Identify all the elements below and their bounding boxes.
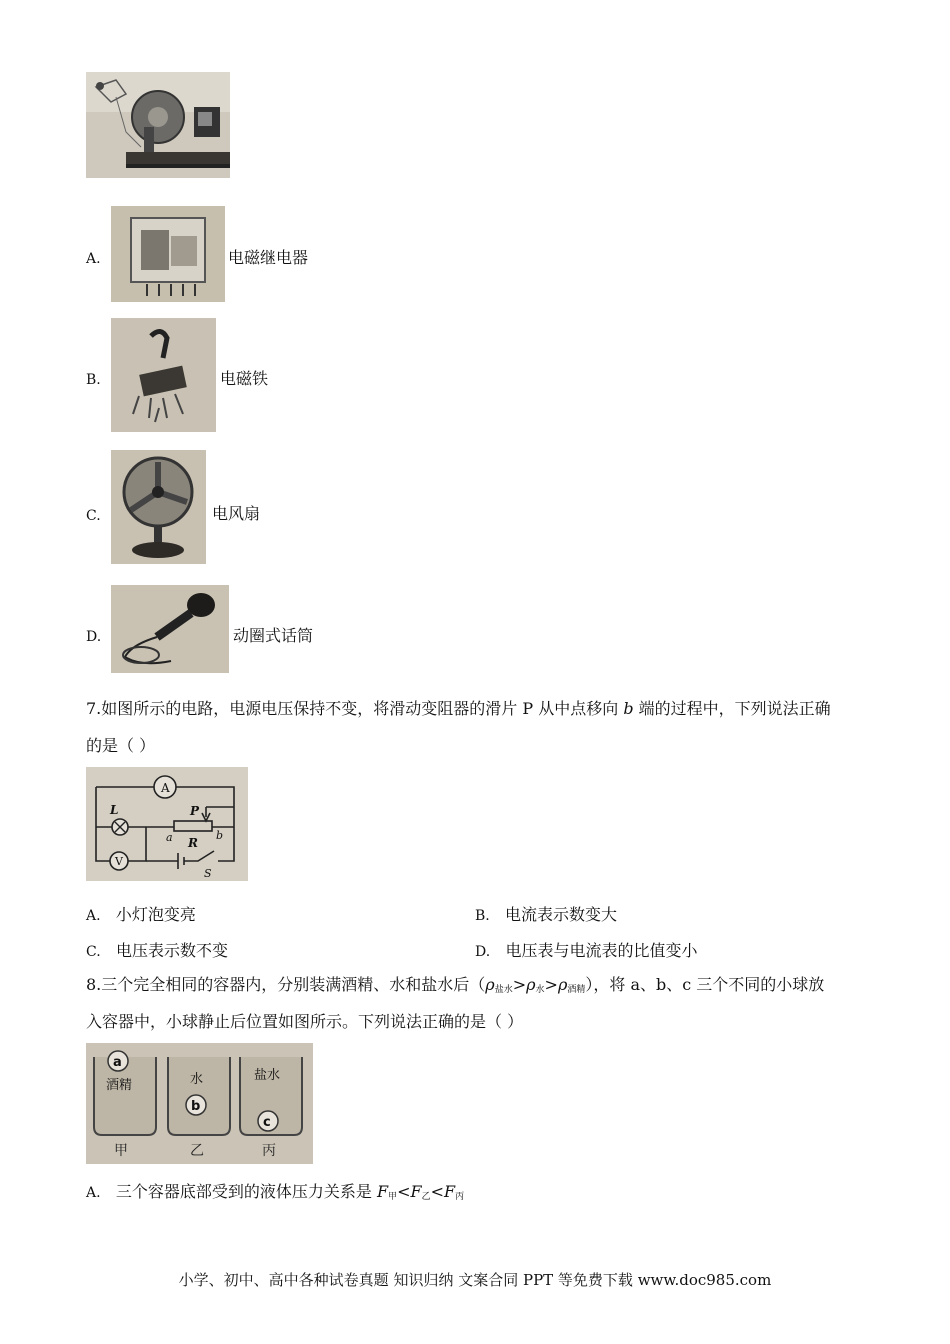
q8-rho-3: ρ bbox=[557, 975, 568, 994]
relay-photo bbox=[111, 206, 225, 302]
q7-option-a-letter: A. bbox=[86, 908, 101, 924]
circuit-label-lamp: L bbox=[110, 803, 119, 817]
q8-rho-1: ρ bbox=[485, 975, 495, 994]
q7-option-d-letter: D. bbox=[475, 944, 491, 960]
question-8-stem-line1 bbox=[86, 973, 824, 1002]
question-8-option-a bbox=[86, 1180, 464, 1209]
q8-sub-salt: 盐水 bbox=[494, 985, 513, 995]
electric-fan-photo bbox=[111, 450, 206, 564]
question-7-stem-part2: 端的过程中，下列说法正确 bbox=[638, 699, 831, 718]
circuit-diagram-photo bbox=[86, 767, 248, 881]
option-c-text: 电风扇 bbox=[212, 504, 261, 523]
question-7-option-a bbox=[86, 903, 196, 928]
q7-option-b-letter: B. bbox=[475, 908, 490, 924]
three-containers-photo bbox=[86, 1043, 313, 1164]
q8-lt-1: < bbox=[397, 1182, 411, 1201]
q8-stem-part2: ），将 a、b、c 三个不同的小球放 bbox=[585, 975, 825, 994]
question-7-option-b bbox=[475, 903, 617, 928]
liquid-alcohol-label: 酒精 bbox=[106, 1078, 133, 1093]
q8-option-a-letter: A. bbox=[86, 1185, 101, 1201]
q8-sub-water: 水 bbox=[535, 985, 545, 995]
q8-f-2: F bbox=[410, 1182, 422, 1201]
container-bing-label: 丙 bbox=[262, 1143, 276, 1159]
option-c-letter: C. bbox=[86, 508, 101, 524]
q8-stem-part1: 8.三个完全相同的容器内，分别装满酒精、水和盐水后（ bbox=[86, 975, 486, 994]
q8-option-a-text: 三个容器底部受到的液体压力关系是 bbox=[115, 1182, 372, 1201]
question-7-option-d bbox=[475, 939, 697, 964]
container-yi-label: 乙 bbox=[190, 1143, 204, 1159]
liquid-water-label: 水 bbox=[190, 1072, 204, 1087]
circuit-label-switch: S bbox=[204, 867, 212, 880]
q8-lt-2: < bbox=[430, 1182, 444, 1201]
q7-option-c-letter: C. bbox=[86, 944, 101, 960]
electromagnet-photo bbox=[111, 318, 216, 432]
q8-rho-2: ρ bbox=[526, 975, 536, 994]
q7-option-d-text: 电压表与电流表的比值变小 bbox=[505, 941, 698, 960]
q7-option-b-text: 电流表示数变大 bbox=[505, 905, 618, 924]
q7-option-a-text: 小灯泡变亮 bbox=[115, 905, 196, 924]
option-a-letter: A. bbox=[86, 251, 101, 267]
question-7-stem-part1: 7.如图所示的电路，电源电压保持不变，将滑动变阻器的滑片 P 从中点移向 bbox=[86, 699, 619, 718]
motor-apparatus-photo bbox=[86, 72, 230, 178]
question-7-stem-line2: 的是（ ） bbox=[86, 736, 156, 755]
circuit-label-end-a: a bbox=[166, 831, 173, 844]
liquid-salt-water-label: 盐水 bbox=[254, 1068, 281, 1083]
container-jia-label: 甲 bbox=[114, 1143, 128, 1159]
question-7-stem-var: b bbox=[623, 699, 634, 718]
circuit-label-resistor: R bbox=[188, 836, 198, 850]
ball-c-label: c bbox=[263, 1115, 271, 1130]
q8-f-sub-3: 丙 bbox=[455, 1192, 465, 1202]
circuit-label-end-b: b bbox=[216, 829, 224, 842]
option-b-letter: B. bbox=[86, 372, 101, 388]
q7-option-c-text: 电压表示数不变 bbox=[115, 941, 228, 960]
circuit-label-slider: P bbox=[190, 804, 200, 818]
q8-gt-1: > bbox=[512, 975, 527, 994]
q8-sub-alcohol: 酒精 bbox=[567, 985, 586, 995]
dynamic-microphone-photo bbox=[111, 585, 229, 673]
option-d-letter: D. bbox=[86, 629, 102, 645]
page-footer: 小学、初中、高中各种试卷真题 知识归纳 文案合同 PPT 等免费下载 www.doc985.com bbox=[178, 1271, 772, 1289]
q8-gt-2: > bbox=[544, 975, 558, 994]
circuit-label-ammeter: A bbox=[161, 781, 170, 795]
question-8-stem-line2: 入容器中，小球静止后位置如图所示。下列说法正确的是（ ） bbox=[86, 1012, 524, 1031]
option-b-text: 电磁铁 bbox=[220, 369, 269, 388]
ball-a-label: a bbox=[113, 1055, 122, 1070]
q8-f-3: F bbox=[444, 1182, 456, 1201]
option-d-text: 动圈式话筒 bbox=[233, 626, 314, 645]
q8-f-sub-1: 甲 bbox=[388, 1192, 398, 1202]
q8-f-sub-2: 乙 bbox=[421, 1192, 431, 1202]
question-7-stem-line1 bbox=[86, 697, 831, 721]
option-a-text: 电磁继电器 bbox=[228, 248, 309, 267]
ball-b-label: b bbox=[191, 1099, 201, 1114]
q8-f-1: F bbox=[376, 1182, 389, 1201]
circuit-label-voltmeter: V bbox=[115, 855, 123, 868]
question-7-option-c bbox=[86, 939, 228, 964]
